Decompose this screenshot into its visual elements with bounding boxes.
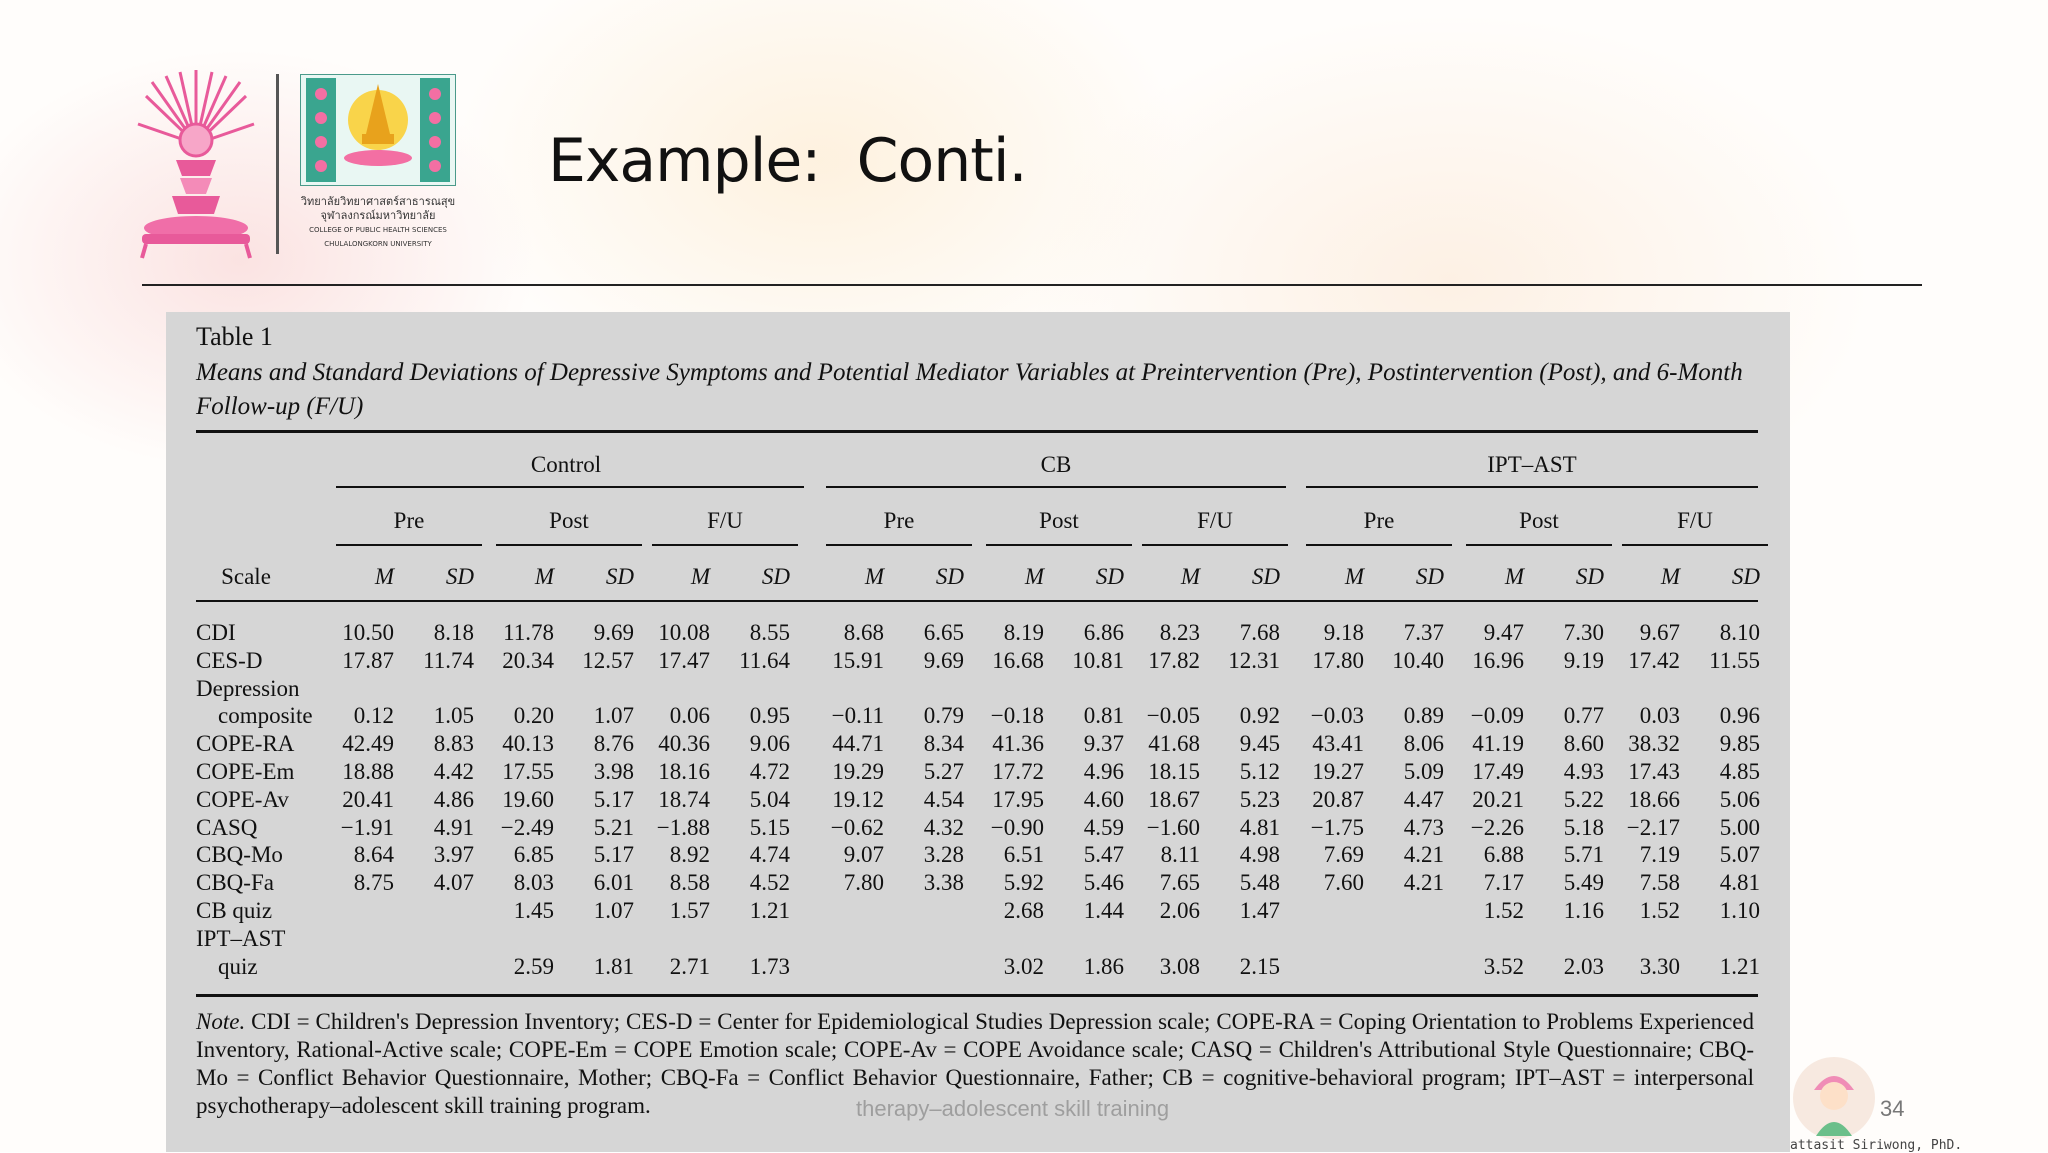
table-cell: −0.05 bbox=[1146, 703, 1200, 729]
table-cell: 8.83 bbox=[433, 731, 474, 757]
timepoint-header: Post bbox=[1519, 508, 1559, 533]
table-cell: −2.17 bbox=[1626, 814, 1680, 840]
timepoint-rule bbox=[336, 544, 482, 546]
table-cell: 17.55 bbox=[502, 759, 554, 784]
table-cell: 17.82 bbox=[1148, 647, 1200, 673]
table-cell: 8.58 bbox=[669, 870, 710, 896]
table-cell: 10.81 bbox=[1072, 647, 1124, 673]
table-cell: 42.49 bbox=[342, 731, 394, 757]
table-cell: 0.12 bbox=[353, 703, 394, 729]
table-cell: 9.18 bbox=[1323, 620, 1364, 645]
timepoint-header: Pre bbox=[1363, 508, 1395, 533]
table-cell: 9.07 bbox=[843, 842, 884, 868]
row-label: CDI bbox=[196, 620, 236, 645]
timepoint-header: F/U bbox=[1197, 508, 1233, 533]
table-cell: 0.79 bbox=[923, 703, 964, 729]
timepoint-header: Pre bbox=[393, 508, 425, 533]
table-cell: 3.28 bbox=[923, 842, 964, 868]
table-cell: −0.11 bbox=[831, 703, 884, 729]
mean-column-header: M bbox=[1180, 564, 1200, 589]
table-cell: 5.17 bbox=[593, 786, 634, 812]
table-cell: 4.72 bbox=[749, 759, 790, 784]
table-cell: 11.64 bbox=[739, 647, 790, 673]
table-cell: 4.07 bbox=[433, 870, 474, 896]
table-cell: 20.34 bbox=[502, 647, 554, 673]
table-cell: 3.98 bbox=[593, 759, 634, 784]
table-cell: 6.88 bbox=[1483, 842, 1524, 868]
table-cell: 5.92 bbox=[1003, 870, 1044, 896]
table-cell: 5.17 bbox=[593, 842, 634, 868]
row-label: CB quiz bbox=[196, 898, 273, 923]
table-cell: 20.41 bbox=[342, 786, 394, 812]
mean-column-header: M bbox=[864, 564, 884, 589]
table-cell: 1.21 bbox=[749, 898, 790, 923]
college-logo-text-line: COLLEGE OF PUBLIC HEALTH SCIENCES bbox=[309, 226, 447, 234]
table-cell: 10.08 bbox=[658, 620, 710, 645]
table-cell: 5.23 bbox=[1239, 786, 1280, 812]
table-cell: 16.68 bbox=[992, 647, 1044, 673]
table-cell: 40.36 bbox=[658, 731, 710, 757]
table-cell: 8.68 bbox=[843, 620, 884, 645]
timepoint-rule bbox=[1306, 544, 1452, 546]
mean-column-header: M bbox=[1024, 564, 1044, 589]
table-cell: 4.47 bbox=[1403, 786, 1444, 812]
table-cell: 4.32 bbox=[923, 814, 964, 840]
author-avatar-icon bbox=[1792, 1056, 1876, 1140]
title-underline bbox=[142, 284, 1922, 286]
table-cell: 7.30 bbox=[1563, 620, 1604, 645]
row-label: COPE-Av bbox=[196, 786, 289, 812]
table-cell: 9.69 bbox=[923, 647, 964, 673]
table-cell: 2.68 bbox=[1003, 898, 1044, 923]
timepoint-header: F/U bbox=[1677, 508, 1713, 533]
table-cell: 8.75 bbox=[353, 870, 394, 896]
table-cell: 8.60 bbox=[1563, 731, 1604, 757]
table-cell: 1.57 bbox=[669, 898, 710, 923]
table-cell: 19.60 bbox=[502, 786, 554, 812]
table-cell: 11.55 bbox=[1709, 647, 1760, 673]
table-cell: 4.54 bbox=[923, 786, 964, 812]
table-cell: 8.10 bbox=[1719, 620, 1760, 645]
table-cell: −1.91 bbox=[340, 814, 394, 840]
author-name: attasit Siriwong, PhD. bbox=[1790, 1138, 1963, 1153]
table-cell: 2.15 bbox=[1239, 953, 1280, 979]
table-cell: 17.72 bbox=[992, 759, 1044, 784]
table-cell: 5.46 bbox=[1083, 870, 1124, 896]
table-cell: 5.71 bbox=[1563, 842, 1604, 868]
table-cell: 8.76 bbox=[593, 731, 634, 757]
table-cell: 12.57 bbox=[582, 647, 634, 673]
timepoint-rule bbox=[1622, 544, 1768, 546]
table-cell: 3.02 bbox=[1003, 953, 1044, 979]
table-cell: 1.52 bbox=[1483, 898, 1524, 923]
timepoint-rule bbox=[652, 544, 798, 546]
table-cell: 4.91 bbox=[433, 814, 474, 840]
table-cell: 8.23 bbox=[1159, 620, 1200, 645]
table-cell: 1.52 bbox=[1639, 898, 1680, 923]
table-cell: 9.85 bbox=[1719, 731, 1760, 757]
table-cell: 4.81 bbox=[1239, 814, 1280, 840]
sd-column-header: SD bbox=[761, 564, 790, 589]
table-cell: 15.91 bbox=[832, 647, 884, 673]
timepoint-rule bbox=[826, 544, 972, 546]
table-cell: 7.37 bbox=[1403, 620, 1444, 645]
table-cell: 9.06 bbox=[749, 731, 790, 757]
table-cell: 4.98 bbox=[1239, 842, 1280, 868]
row-label: composite bbox=[218, 703, 313, 729]
table-cell: 5.15 bbox=[749, 814, 790, 840]
table-cell: 4.21 bbox=[1403, 870, 1444, 896]
mean-column-header: M bbox=[1660, 564, 1680, 589]
table-cell: 5.12 bbox=[1239, 759, 1280, 784]
group-rule-control bbox=[336, 486, 804, 488]
table-cell: 5.21 bbox=[593, 814, 634, 840]
group-header-cb: CB bbox=[1040, 452, 1072, 477]
table-cell: 19.12 bbox=[832, 786, 884, 812]
table-cell: 20.87 bbox=[1312, 786, 1364, 812]
table-caption: Means and Standard Deviations of Depressive Symptoms and Potential Mediator Variables at Preintervention (Pre), Postintervention (Post), and 6-Month Follow-up (F/U) bbox=[196, 359, 1743, 420]
table-cell: 18.67 bbox=[1148, 786, 1200, 812]
table-cell: 20.21 bbox=[1472, 786, 1524, 812]
sd-column-header: SD bbox=[935, 564, 964, 589]
timepoint-header: Post bbox=[1039, 508, 1079, 533]
table-cell: 17.43 bbox=[1628, 759, 1680, 784]
table-cell: 8.55 bbox=[749, 620, 790, 645]
sd-column-header: SD bbox=[1575, 564, 1604, 589]
table-cell: −0.09 bbox=[1470, 703, 1524, 729]
table-cell: 5.18 bbox=[1563, 814, 1604, 840]
table-top-rule bbox=[196, 430, 1758, 433]
table-cell: 8.11 bbox=[1160, 842, 1200, 868]
table-cell: 18.15 bbox=[1148, 759, 1200, 784]
timepoint-rule bbox=[986, 544, 1132, 546]
table-cell: 17.42 bbox=[1628, 647, 1680, 673]
table-cell: 8.03 bbox=[513, 870, 554, 896]
table-cell: 40.13 bbox=[502, 731, 554, 757]
table-cell: 4.52 bbox=[749, 870, 790, 896]
table-cell: 8.06 bbox=[1403, 731, 1444, 757]
table-cell: 3.97 bbox=[433, 842, 474, 868]
table-cell: 41.36 bbox=[992, 731, 1044, 757]
table-cell: 8.19 bbox=[1003, 620, 1044, 645]
table-cell: 18.88 bbox=[342, 759, 394, 784]
sd-column-header: SD bbox=[1731, 564, 1760, 589]
table-cell: 7.17 bbox=[1483, 870, 1524, 896]
table-cell: 9.47 bbox=[1483, 620, 1524, 645]
table-figure bbox=[166, 312, 1790, 1152]
table-cell: 12.31 bbox=[1228, 647, 1280, 673]
group-rule-ipt-ast bbox=[1306, 486, 1758, 488]
table-cell: 1.47 bbox=[1239, 898, 1280, 923]
table-cell: 0.96 bbox=[1719, 703, 1760, 729]
table-cell: 5.00 bbox=[1719, 814, 1760, 840]
mean-column-header: M bbox=[1504, 564, 1524, 589]
timepoint-header: Pre bbox=[883, 508, 915, 533]
table-cell: 7.58 bbox=[1639, 870, 1680, 896]
college-logo bbox=[300, 74, 456, 256]
sd-column-header: SD bbox=[1415, 564, 1444, 589]
table-cell: 17.47 bbox=[658, 647, 710, 673]
table-cell: 19.29 bbox=[832, 759, 884, 784]
table-cell: 4.81 bbox=[1719, 870, 1760, 896]
page-number: 34 bbox=[1880, 1096, 1905, 1121]
table-cell: 18.74 bbox=[658, 786, 710, 812]
table-cell: 0.81 bbox=[1083, 703, 1124, 729]
table-bottom-rule bbox=[196, 994, 1758, 997]
table-cell: 6.01 bbox=[593, 870, 634, 896]
table-cell: 1.07 bbox=[593, 703, 634, 729]
table-cell: 11.74 bbox=[423, 647, 474, 673]
table-cell: 2.71 bbox=[669, 953, 710, 979]
table-cell: 5.04 bbox=[749, 786, 790, 812]
table-cell: 1.16 bbox=[1563, 898, 1604, 923]
timepoint-rule bbox=[1142, 544, 1288, 546]
table-label: Table 1 bbox=[196, 322, 273, 351]
chulalongkorn-emblem-icon bbox=[136, 64, 256, 260]
table-cell: 4.60 bbox=[1083, 786, 1124, 812]
table-cell: 3.30 bbox=[1639, 953, 1680, 979]
table-cell: 19.27 bbox=[1312, 759, 1364, 784]
table-cell: 16.96 bbox=[1472, 647, 1524, 673]
college-emblem-icon bbox=[300, 74, 456, 186]
table-cell: 10.40 bbox=[1392, 647, 1444, 673]
table-cell: 9.37 bbox=[1083, 731, 1124, 757]
logo-divider bbox=[276, 74, 279, 254]
table-cell: 6.51 bbox=[1003, 842, 1044, 868]
table-cell: 44.71 bbox=[832, 731, 884, 757]
table-cell: −1.88 bbox=[656, 814, 710, 840]
table-cell: 7.65 bbox=[1159, 870, 1200, 896]
table-cell: 3.08 bbox=[1159, 953, 1200, 979]
table-cell: 1.73 bbox=[749, 953, 790, 979]
row-label: COPE-RA bbox=[196, 731, 295, 757]
note-label: Note. bbox=[196, 1009, 246, 1034]
group-rule-cb bbox=[826, 486, 1286, 488]
mean-column-header: M bbox=[374, 564, 394, 589]
row-label: COPE-Em bbox=[196, 759, 295, 784]
table-cell: 5.47 bbox=[1083, 842, 1124, 868]
table-cell: 4.93 bbox=[1563, 759, 1604, 784]
college-logo-text-line: CHULALONGKORN UNIVERSITY bbox=[324, 240, 432, 248]
table-cell: 5.49 bbox=[1563, 870, 1604, 896]
table-cell: 2.03 bbox=[1563, 953, 1604, 979]
table-cell: 6.85 bbox=[513, 842, 554, 868]
table-cell: 1.21 bbox=[1719, 953, 1760, 979]
table-cell: −1.75 bbox=[1310, 814, 1364, 840]
table-cell: 0.95 bbox=[749, 703, 790, 729]
note-text: CDI = Children's Depression Inventory; CES-D = Center for Epidemiological Studies Depression scale; COPE-RA = Coping Orientation to Problems Experienced Inventory, Rational-Active scale; COPE-Em = COPE Emotion scale; COPE-Av = COPE Avoidance scale; CASQ = Children's Attributional Style Questionnaire; CBQ-Mo = Conflict Behavior Questionnaire, Mother; CBQ-Fa = Conflict Behavior Questionnaire, Father; CB = cognitive-behavioral program; IPT–AST = interpersonal psychotherapy–adolescent skill training program. bbox=[196, 1009, 1755, 1118]
table-cell: 5.06 bbox=[1719, 786, 1760, 812]
table-cell: 9.67 bbox=[1639, 620, 1680, 645]
group-header-control: Control bbox=[530, 452, 602, 477]
table-cell: −2.49 bbox=[500, 814, 554, 840]
row-label: CES-D bbox=[196, 647, 263, 673]
table-cell: 8.18 bbox=[433, 620, 474, 645]
sd-column-header: SD bbox=[1251, 564, 1280, 589]
table-cell: 1.05 bbox=[433, 703, 474, 729]
table-cell: 41.19 bbox=[1472, 731, 1524, 757]
table-cell: 1.86 bbox=[1083, 953, 1124, 979]
table-cell: 4.21 bbox=[1403, 842, 1444, 868]
table-cell: 0.77 bbox=[1563, 703, 1604, 729]
table-cell: 41.68 bbox=[1148, 731, 1200, 757]
mean-column-header: M bbox=[690, 564, 710, 589]
table-cell: 0.89 bbox=[1403, 703, 1444, 729]
table-cell: 8.92 bbox=[669, 842, 710, 868]
table-cell: 17.49 bbox=[1472, 759, 1524, 784]
table-cell: 9.69 bbox=[593, 620, 634, 645]
table-cell: 1.45 bbox=[513, 898, 554, 923]
table-cell: 3.38 bbox=[923, 870, 964, 896]
college-logo-text-line: จุฬาลงกรณ์มหาวิทยาลัย bbox=[320, 209, 436, 222]
table-cell: 7.68 bbox=[1239, 620, 1280, 645]
table-cell: 1.44 bbox=[1083, 898, 1124, 923]
row-label: CBQ-Fa bbox=[196, 870, 274, 896]
table-cell: 17.80 bbox=[1312, 647, 1364, 673]
row-label: quiz bbox=[218, 953, 258, 979]
table-cell: 4.86 bbox=[433, 786, 474, 812]
table-cell: 2.59 bbox=[513, 953, 554, 979]
table-cell: 9.19 bbox=[1563, 647, 1604, 673]
table-cell: 7.60 bbox=[1323, 870, 1364, 896]
table-cell: 43.41 bbox=[1312, 731, 1364, 757]
table-cell: −1.60 bbox=[1146, 814, 1200, 840]
table-cell: 10.50 bbox=[342, 620, 394, 645]
timepoint-header: F/U bbox=[707, 508, 743, 533]
table-cell: 17.95 bbox=[992, 786, 1044, 812]
table-cell: 9.45 bbox=[1239, 731, 1280, 757]
table-cell: 5.48 bbox=[1239, 870, 1280, 896]
table-cell: 5.07 bbox=[1719, 842, 1760, 868]
table-cell: −0.18 bbox=[990, 703, 1044, 729]
table-cell: 17.87 bbox=[342, 647, 394, 673]
table-cell: 11.78 bbox=[503, 620, 554, 645]
table-cell: 1.07 bbox=[593, 898, 634, 923]
table-cell: 4.73 bbox=[1403, 814, 1444, 840]
table-cell: −0.90 bbox=[990, 814, 1044, 840]
row-label: CBQ-Mo bbox=[196, 842, 283, 868]
table-cell: 4.59 bbox=[1083, 814, 1124, 840]
table-cell: 8.64 bbox=[353, 842, 394, 868]
table-cell: 1.81 bbox=[593, 953, 634, 979]
mean-column-header: M bbox=[534, 564, 554, 589]
sd-column-header: SD bbox=[605, 564, 634, 589]
table-cell: 8.34 bbox=[923, 731, 964, 757]
table-cell: −0.62 bbox=[830, 814, 884, 840]
table-cell: 0.03 bbox=[1639, 703, 1680, 729]
table-cell: 4.42 bbox=[433, 759, 474, 784]
scale-column-header: Scale bbox=[221, 564, 271, 589]
table-cell: 5.09 bbox=[1403, 759, 1444, 784]
table-cell: 7.80 bbox=[843, 870, 884, 896]
table-cell: 18.66 bbox=[1628, 786, 1680, 812]
row-label: Depression bbox=[196, 675, 300, 701]
table-cell: 6.86 bbox=[1083, 620, 1124, 645]
watermark-text: therapy–adolescent skill training bbox=[856, 1096, 1170, 1121]
row-label: IPT–AST bbox=[196, 925, 286, 951]
table-cell: 7.69 bbox=[1323, 842, 1364, 868]
table-cell: 7.19 bbox=[1639, 842, 1680, 868]
table-cell: 5.27 bbox=[923, 759, 964, 784]
sd-column-header: SD bbox=[1095, 564, 1124, 589]
table-cell: 4.96 bbox=[1083, 759, 1124, 784]
sd-column-header: SD bbox=[445, 564, 474, 589]
table-cell: 0.92 bbox=[1239, 703, 1280, 729]
table-cell: 5.22 bbox=[1563, 786, 1604, 812]
table-cell: −2.26 bbox=[1470, 814, 1524, 840]
college-logo-text-line: วิทยาลัยวิทยาศาสตร์สาธารณสุข bbox=[300, 195, 456, 208]
table-cell: 4.74 bbox=[749, 842, 790, 868]
table-cell: 6.65 bbox=[923, 620, 964, 645]
timepoint-rule bbox=[496, 544, 642, 546]
table-cell: 18.16 bbox=[658, 759, 710, 784]
table-cell: 1.10 bbox=[1719, 898, 1760, 923]
header-bottom-rule bbox=[196, 600, 1758, 602]
table-cell: 4.85 bbox=[1719, 759, 1760, 784]
mean-column-header: M bbox=[1344, 564, 1364, 589]
group-header-ipt-ast: IPT–AST bbox=[1487, 452, 1577, 477]
table-cell: 0.06 bbox=[669, 703, 710, 729]
timepoint-header: Post bbox=[549, 508, 589, 533]
row-label: CASQ bbox=[196, 814, 258, 840]
timepoint-rule bbox=[1466, 544, 1612, 546]
table-cell: 38.32 bbox=[1628, 731, 1680, 757]
table-cell: 0.20 bbox=[513, 703, 554, 729]
table-cell: 2.06 bbox=[1159, 898, 1200, 923]
table-cell: 3.52 bbox=[1483, 953, 1524, 979]
slide-title: Example: Conti. bbox=[548, 126, 1027, 196]
college-logo-text bbox=[300, 195, 456, 251]
table-cell: −0.03 bbox=[1310, 703, 1364, 729]
